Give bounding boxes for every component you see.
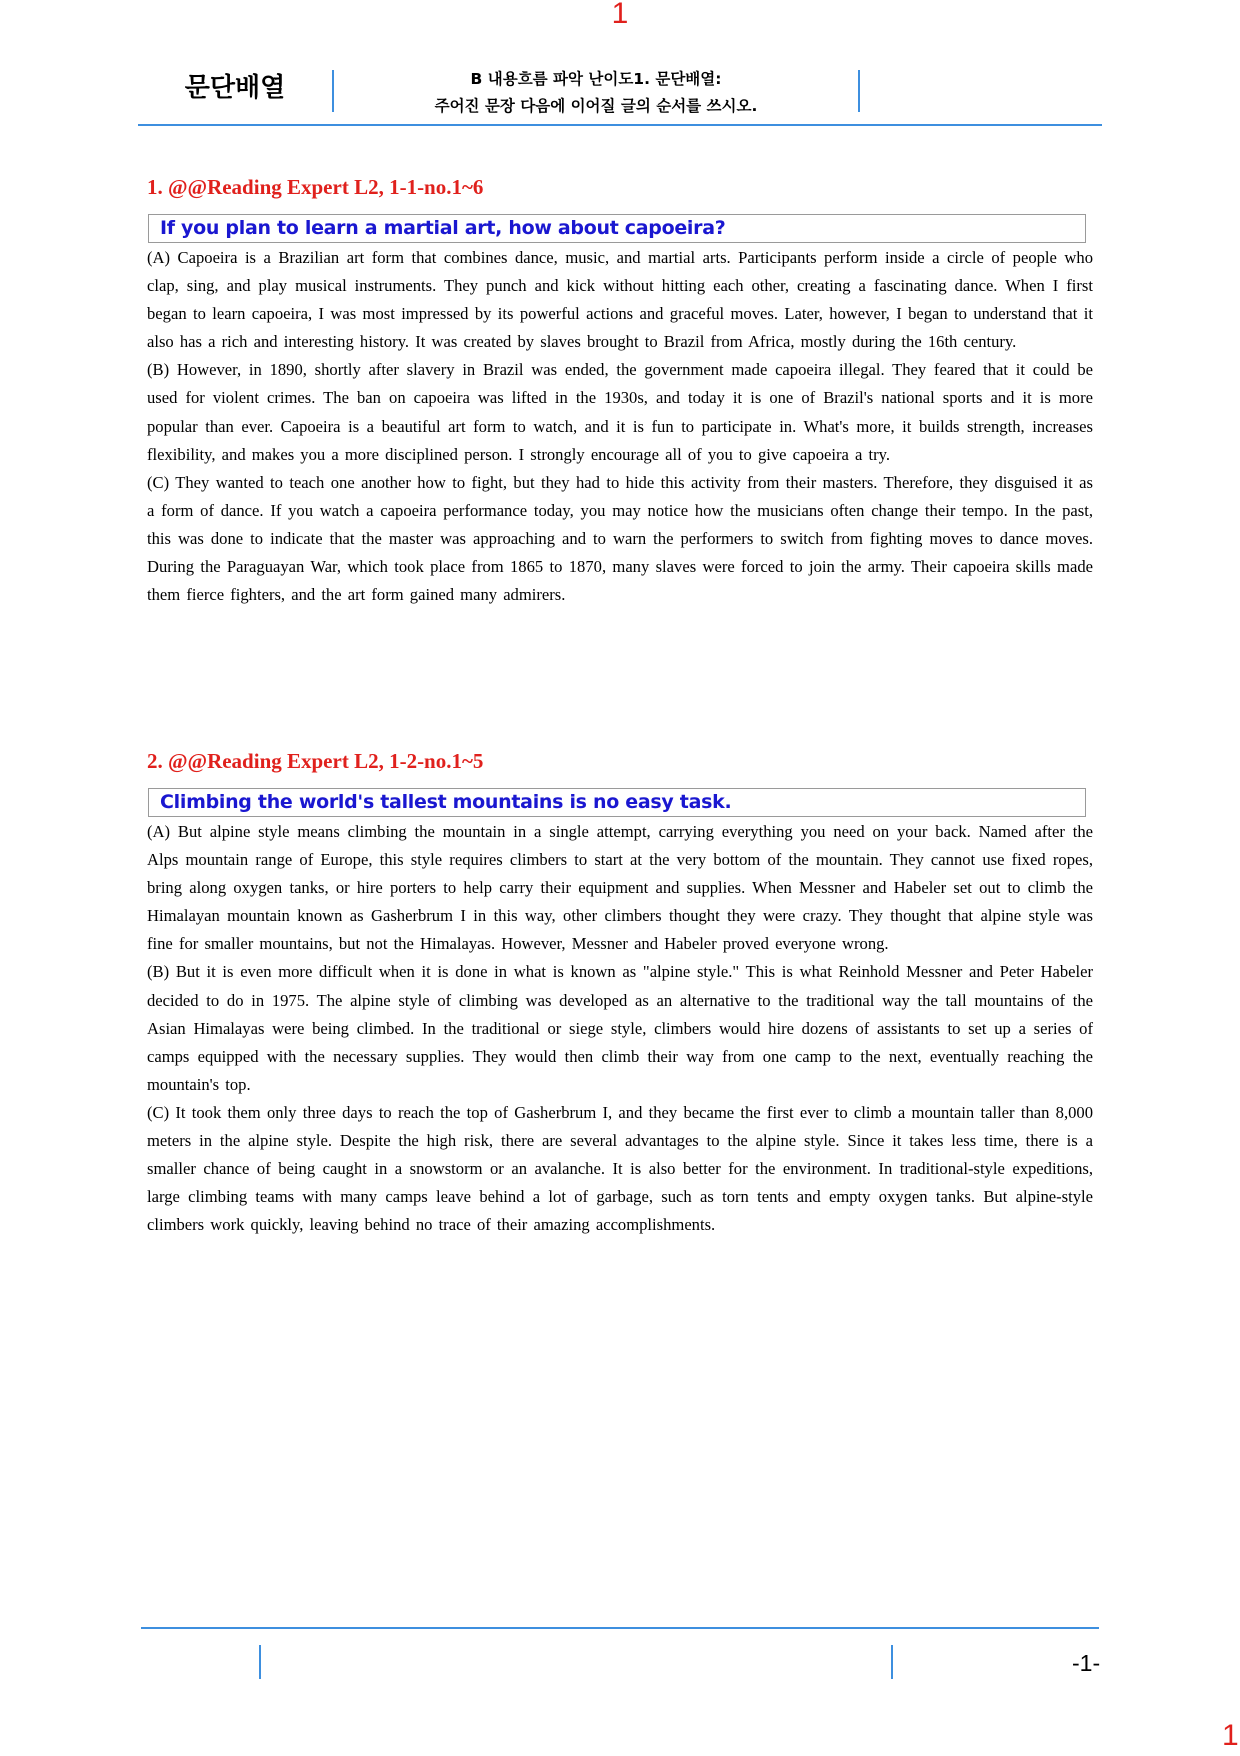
given-sentence-box (148, 788, 1086, 817)
paragraph-c: (C) They wanted to teach one another how to fight, but they had to hide this activity from their masters. Therefore, they disguised it as a form of dance. If you watch a capoeira performance today, you may notice how the musicians often change their tempo. In the past, this was done to indicate that the master was approaching and to warn the performers to switch from fighting moves to dance moves. During the Paraguayan War, which took place from 1865 to 1870, many slaves were forced to join the army. Their capoeira skills made them fierce fighters, and the art form gained many admirers. (147, 472, 1093, 605)
header-desc-line2: 주어진 문장 다음에 이어질 글의 순서를 쓰시오. (434, 97, 758, 115)
section-heading: 2. @@Reading Expert L2, 1-2-no.1~5 (147, 749, 484, 773)
page-marker-top: 1 (611, 0, 629, 30)
footer-divider-left (259, 1645, 261, 1679)
given-sentence: Climbing the world's tallest mountains is no easy task. (160, 791, 732, 813)
header-desc-line1: B 내용흐름 파악 난이도1. 문단배열: (470, 70, 722, 88)
page-number: -1- (1072, 1650, 1101, 1676)
paragraph-c: (C) It took them only three days to reach the top of Gasherbrum I, and they became the first ever to climb a mountain taller than 8,000 meters in the alpine style. Despite the high risk, there are several advantages to the alpine style. Since it takes less time, there is a smaller chance of being caught in a snowstorm or an avalanche. It is also better for the environment. In traditional-style expeditions, large climbing teams with many camps leave behind a lot of garbage, such as torn tents and empty oxygen tanks. But alpine-style climbers work quickly, leaving behind no trace of their amazing accomplishments. (147, 1102, 1093, 1235)
question-section-1 (147, 172, 1093, 609)
header-title: 문단배열 (184, 73, 286, 103)
given-sentence: If you plan to learn a martial art, how about capoeira? (160, 217, 726, 239)
question-section-2 (147, 746, 1093, 1239)
worksheet-header (138, 62, 1102, 126)
paragraph-a: (A) Capoeira is a Brazilian art form that combines dance, music, and martial arts. Participants perform inside a circle of people who clap, sing, and play musical instruments. They punch and kick without hitting each other, creating a fascinating dance. When I first began to learn capoeira, I was most impressed by its powerful actions and graceful moves. Later, however, I began to understand that it also has a rich and interesting history. It was created by slaves brought to Brazil from Africa, mostly during the 16th century. (147, 248, 1093, 352)
paragraph-a: (A) But alpine style means climbing the mountain in a single attempt, carrying everything you need on your back. Named after the Alps mountain range of Europe, this style requires climbers to start at the very bottom of the mountain. They cannot use fixed ropes, bring along oxygen tanks, or hire porters to help carry their equipment and supplies. When Messner and Habeler set out to climb the Himalayan mountain known as Gasherbrum I in this way, other climbers thought they were crazy. They thought that alpine style was fine for smaller mountains, but not the Himalayas. However, Messner and Habeler proved everyone wrong. (147, 822, 1093, 954)
section-heading: 1. @@Reading Expert L2, 1-1-no.1~6 (147, 175, 484, 199)
paragraph-b: (B) However, in 1890, shortly after slavery in Brazil was ended, the government made capoeira illegal. They feared that it could be used for violent crimes. The ban on capoeira was lifted in the 1930s, and today it is one of Brazil's national sports and it is more popular than ever. Capoeira is a beautiful art form to watch, and it is fun to participate in. What's more, it builds strength, increases flexibility, and makes you a more disciplined person. I strongly encourage all of you to give capoeira a try. (147, 360, 1093, 464)
page-marker-corner: 1 (1222, 1719, 1239, 1752)
header-divider-right (858, 70, 860, 112)
given-sentence-box (148, 214, 1086, 243)
paragraph-b: (B) But it is even more difficult when it is done in what is known as "alpine style." This is what Reinhold Messner and Peter Habeler decided to do in 1975. The alpine style of climbing was developed as an alternative to the traditional way the tall mountains of the Asian Himalayas were being climbed. In the traditional or siege style, climbers would hire dozens of assistants to set up a series of camps equipped with the necessary supplies. They would then climb their way from one camp to the next, eventually reaching the mountain's top. (147, 962, 1093, 1094)
footer-divider-right (891, 1645, 893, 1679)
footer-rule (141, 1627, 1099, 1629)
passage (147, 244, 1093, 609)
passage (147, 818, 1093, 1239)
header-description (334, 66, 858, 120)
